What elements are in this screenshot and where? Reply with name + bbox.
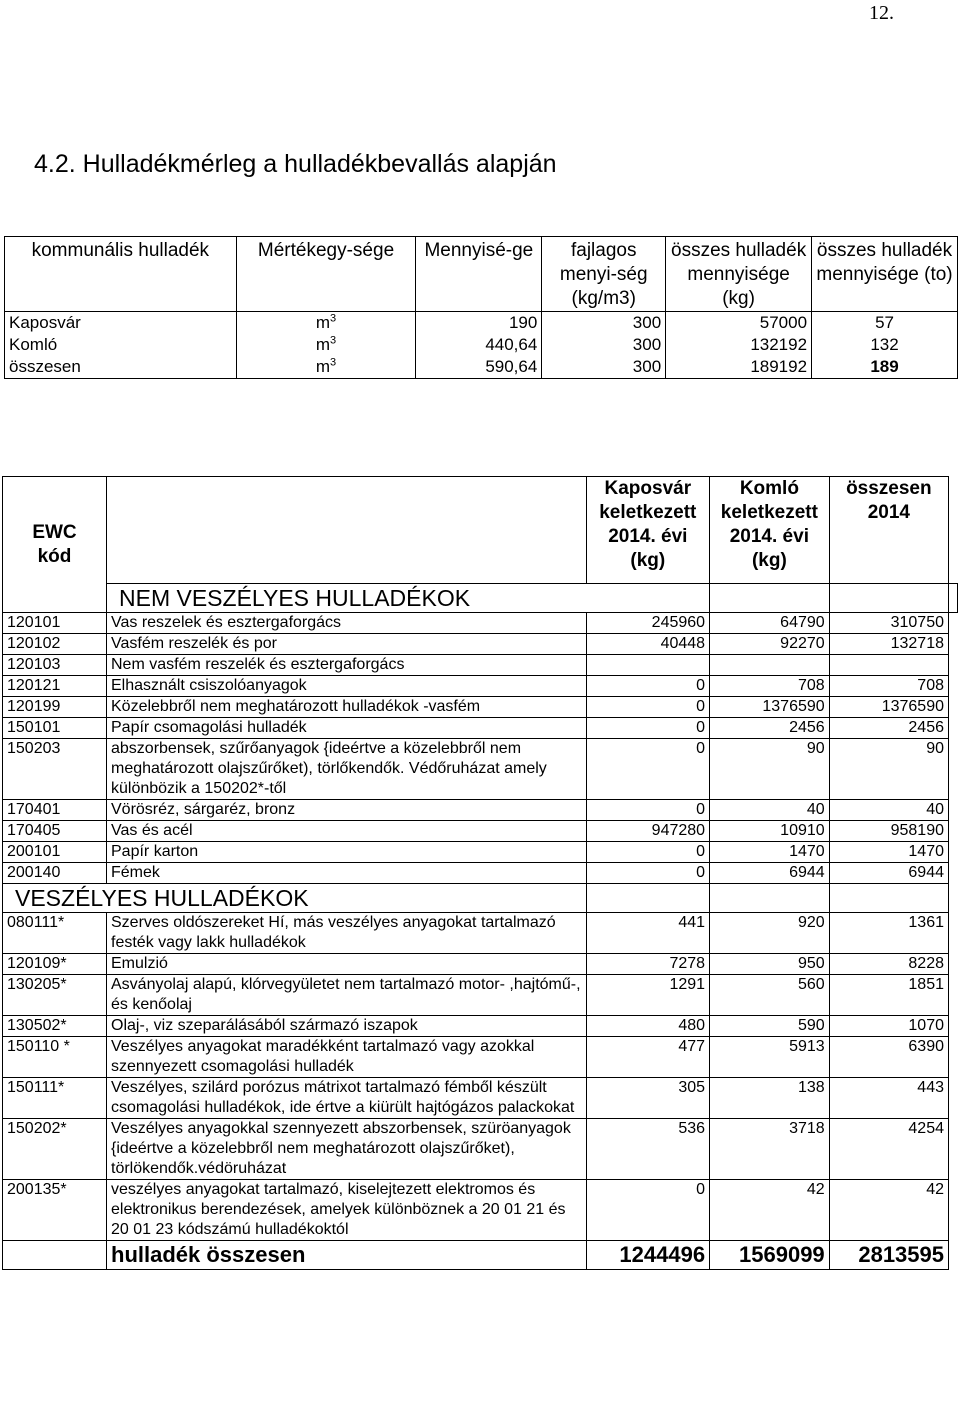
value-total: 8228 bbox=[829, 954, 948, 975]
waste-name: abszorbensek, szűrőanyagok {ideértve a közelebbről nem meghatározott olajszűrőket), törlőkendők. Védőruházat amely különbözik a 150202*-től bbox=[107, 739, 587, 800]
value-kaposvar: 40448 bbox=[586, 634, 710, 655]
waste-row bbox=[3, 863, 958, 884]
waste-row bbox=[3, 634, 958, 655]
waste-name: Veszélyes, szilárd porózus mátrixot tartalmazó fémből készült csomagolási hulladékok, ide értve a kiürült hajtógázos palackokat bbox=[107, 1078, 587, 1119]
value-komlo: 10910 bbox=[710, 821, 830, 842]
value-kaposvar: 7278 bbox=[586, 954, 710, 975]
section-title: VESZÉLYES HULLADÉKOK bbox=[3, 884, 587, 913]
ewc-code: 120103 bbox=[3, 655, 107, 676]
value-total: 310750 bbox=[829, 613, 948, 634]
value-kaposvar: 947280 bbox=[586, 821, 710, 842]
section-title: NEM VESZÉLYES HULLADÉKOK bbox=[107, 584, 710, 613]
total-total: 2813595 bbox=[829, 1241, 948, 1270]
waste-name: Szerves oldószereket Hí, más veszélyes anyagokat tartalmazó festék vagy lakk hulladékok bbox=[107, 913, 587, 954]
ewc-code: 120121 bbox=[3, 676, 107, 697]
value-kaposvar: 536 bbox=[586, 1119, 710, 1180]
value-kaposvar: 0 bbox=[586, 800, 710, 821]
table1-row bbox=[5, 334, 958, 356]
section-hazardous-row bbox=[3, 884, 958, 913]
waste-name: Vas és acél bbox=[107, 821, 587, 842]
total-label: hulladék összesen bbox=[107, 1241, 587, 1270]
table1-header-cell: kommunális hulladék bbox=[5, 237, 237, 312]
empty-cell bbox=[3, 1241, 107, 1270]
waste-row bbox=[3, 913, 958, 954]
table1-header-cell: Mértékegy-sége bbox=[236, 237, 416, 312]
value-komlo: 920 bbox=[710, 913, 830, 954]
value-kaposvar: 0 bbox=[586, 697, 710, 718]
section-nonhazardous-row bbox=[3, 584, 958, 613]
table1-unit-cell bbox=[236, 312, 416, 335]
total-komlo: 1569099 bbox=[710, 1241, 830, 1270]
waste-name: Veszélyes anyagokat maradékként tartalmazó vagy azokkal szennyezett csomagolási hulladék bbox=[107, 1037, 587, 1078]
ewc-code: 170405 bbox=[3, 821, 107, 842]
waste-row bbox=[3, 842, 958, 863]
table1-qty-cell: 440,64 bbox=[416, 334, 542, 356]
table1-header-row bbox=[5, 237, 958, 312]
table1-to-cell: 57 bbox=[812, 312, 958, 335]
waste-row bbox=[3, 676, 958, 697]
waste-name: Közelebbről nem meghatározott hulladékok -vasfém bbox=[107, 697, 587, 718]
value-komlo: 90 bbox=[710, 739, 830, 800]
waste-row bbox=[3, 739, 958, 800]
value-total: 40 bbox=[829, 800, 948, 821]
table1-row bbox=[5, 312, 958, 335]
ewc-code: 130502* bbox=[3, 1016, 107, 1037]
waste-row bbox=[3, 975, 958, 1016]
value-kaposvar: 480 bbox=[586, 1016, 710, 1037]
waste-name: Veszélyes anyagokkal szennyezett abszorbensek, szüröanyagok {ideértve a közelebbről nem meghatározott olajszűrőket), törlökendők.védöruházat bbox=[107, 1119, 587, 1180]
table1-qty-cell: 590,64 bbox=[416, 356, 542, 379]
waste-row bbox=[3, 1180, 958, 1241]
waste-row bbox=[3, 821, 958, 842]
waste-name: Papír csomagolási hulladék bbox=[107, 718, 587, 739]
grand-total-row bbox=[3, 1241, 958, 1270]
value-total: 1376590 bbox=[829, 697, 948, 718]
ewc-code: 170401 bbox=[3, 800, 107, 821]
value-total: 2456 bbox=[829, 718, 948, 739]
value-total: 42 bbox=[829, 1180, 948, 1241]
waste-name: Fémek bbox=[107, 863, 587, 884]
waste-name: Nem vasfém reszelék és esztergaforgács bbox=[107, 655, 587, 676]
waste-row bbox=[3, 1016, 958, 1037]
value-komlo: 560 bbox=[710, 975, 830, 1016]
table1-name-cell: Komló bbox=[5, 334, 237, 356]
value-total: 1851 bbox=[829, 975, 948, 1016]
ewc-code: 200101 bbox=[3, 842, 107, 863]
value-kaposvar: 305 bbox=[586, 1078, 710, 1119]
empty-cell bbox=[829, 884, 948, 913]
table1-header-cell: Mennyisé-ge bbox=[416, 237, 542, 312]
table1-kg-cell: 189192 bbox=[666, 356, 812, 379]
waste-balance-table bbox=[2, 476, 958, 1270]
ewc-code: 120199 bbox=[3, 697, 107, 718]
table2-header-row bbox=[3, 477, 958, 584]
table1-to-cell: 189 bbox=[812, 356, 958, 379]
waste-row bbox=[3, 655, 958, 676]
unit-base: m bbox=[315, 313, 331, 332]
table1-name-cell: Kaposvár bbox=[5, 312, 237, 335]
value-komlo: 5913 bbox=[710, 1037, 830, 1078]
unit-base: m bbox=[315, 335, 331, 354]
municipal-waste-table bbox=[4, 236, 958, 379]
waste-name: Vasfém reszelék és por bbox=[107, 634, 587, 655]
ewc-code: 120109* bbox=[3, 954, 107, 975]
total-kaposvar: 1244496 bbox=[586, 1241, 710, 1270]
table1-kg-cell: 132192 bbox=[666, 334, 812, 356]
unit-exponent: 3 bbox=[330, 356, 337, 369]
ewc-code: 150110 * bbox=[3, 1037, 107, 1078]
value-komlo: 138 bbox=[710, 1078, 830, 1119]
unit-exponent: 3 bbox=[330, 312, 337, 325]
value-kaposvar: 1291 bbox=[586, 975, 710, 1016]
value-total: 1361 bbox=[829, 913, 948, 954]
waste-row bbox=[3, 697, 958, 718]
ewc-code: 130205* bbox=[3, 975, 107, 1016]
value-komlo: 1470 bbox=[710, 842, 830, 863]
ewc-code: 150203 bbox=[3, 739, 107, 800]
header-komlo: Komló keletkezett 2014. évi (kg) bbox=[710, 477, 830, 584]
ewc-code: 150101 bbox=[3, 718, 107, 739]
empty-cell bbox=[949, 584, 958, 613]
value-komlo: 1376590 bbox=[710, 697, 830, 718]
value-total: 4254 bbox=[829, 1119, 948, 1180]
waste-name: Vas reszelek és esztergaforgács bbox=[107, 613, 587, 634]
value-total: 6390 bbox=[829, 1037, 948, 1078]
value-kaposvar: 245960 bbox=[586, 613, 710, 634]
waste-name: Vörösréz, sárgaréz, bronz bbox=[107, 800, 587, 821]
unit-exponent: 3 bbox=[330, 334, 337, 347]
value-komlo: 2456 bbox=[710, 718, 830, 739]
page-number: 12. bbox=[869, 2, 894, 24]
waste-row bbox=[3, 954, 958, 975]
table1-spec-cell: 300 bbox=[542, 312, 666, 335]
table1-header-cell: összes hulladék mennyisége (to) bbox=[812, 237, 958, 312]
value-komlo: 708 bbox=[710, 676, 830, 697]
empty-cell bbox=[710, 584, 830, 613]
value-kaposvar: 441 bbox=[586, 913, 710, 954]
table1-header-cell: összes hulladék mennyisége (kg) bbox=[666, 237, 812, 312]
value-total: 132718 bbox=[829, 634, 948, 655]
ewc-code: 150111* bbox=[3, 1078, 107, 1119]
table1-spec-cell: 300 bbox=[542, 334, 666, 356]
header-blank bbox=[107, 477, 587, 584]
value-komlo: 590 bbox=[710, 1016, 830, 1037]
value-total: 958190 bbox=[829, 821, 948, 842]
unit-base: m bbox=[315, 357, 331, 376]
value-total: 90 bbox=[829, 739, 948, 800]
value-kaposvar: 0 bbox=[586, 676, 710, 697]
waste-row bbox=[3, 1078, 958, 1119]
table1-total-row bbox=[5, 356, 958, 379]
table1-spec-cell: 300 bbox=[542, 356, 666, 379]
value-komlo: 42 bbox=[710, 1180, 830, 1241]
waste-name: veszélyes anyagokat tartalmazó, kiselejtezett elektromos és elektronikus berendezések, amelyek különböznek a 20 01 21 és 20 01 23 kódszámú hulladékoktól bbox=[107, 1180, 587, 1241]
waste-name: Emulzió bbox=[107, 954, 587, 975]
waste-name: Elhasznált csiszolóanyagok bbox=[107, 676, 587, 697]
value-kaposvar: 0 bbox=[586, 1180, 710, 1241]
value-kaposvar: 0 bbox=[586, 718, 710, 739]
ewc-code-header: EWC kód bbox=[3, 477, 107, 613]
header-total: összesen 2014 bbox=[829, 477, 948, 584]
table1-name-cell: összesen bbox=[5, 356, 237, 379]
value-total: 1470 bbox=[829, 842, 948, 863]
value-total: 6944 bbox=[829, 863, 948, 884]
waste-name: Olaj-, viz szeparálásából származó iszapok bbox=[107, 1016, 587, 1037]
table1-header-cell: fajlagos menyi-ség (kg/m3) bbox=[542, 237, 666, 312]
value-total bbox=[829, 655, 948, 676]
table1-qty-cell: 190 bbox=[416, 312, 542, 335]
ewc-code: 120102 bbox=[3, 634, 107, 655]
value-komlo: 64790 bbox=[710, 613, 830, 634]
ewc-code: 200140 bbox=[3, 863, 107, 884]
value-komlo: 92270 bbox=[710, 634, 830, 655]
value-kaposvar bbox=[586, 655, 710, 676]
table1-unit-cell bbox=[236, 334, 416, 356]
waste-row bbox=[3, 1119, 958, 1180]
ewc-code: 150202* bbox=[3, 1119, 107, 1180]
header-kaposvar: Kaposvár keletkezett 2014. évi (kg) bbox=[586, 477, 710, 584]
waste-row bbox=[3, 800, 958, 821]
waste-name: Papír karton bbox=[107, 842, 587, 863]
waste-row bbox=[3, 718, 958, 739]
empty-cell bbox=[829, 584, 948, 613]
value-total: 708 bbox=[829, 676, 948, 697]
empty-cell bbox=[710, 884, 830, 913]
ewc-code: 080111* bbox=[3, 913, 107, 954]
value-total: 1070 bbox=[829, 1016, 948, 1037]
ewc-code: 120101 bbox=[3, 613, 107, 634]
value-total: 443 bbox=[829, 1078, 948, 1119]
waste-row bbox=[3, 613, 958, 634]
value-kaposvar: 0 bbox=[586, 739, 710, 800]
value-komlo: 3718 bbox=[710, 1119, 830, 1180]
table1-kg-cell: 57000 bbox=[666, 312, 812, 335]
value-komlo: 950 bbox=[710, 954, 830, 975]
waste-row bbox=[3, 1037, 958, 1078]
ewc-code: 200135* bbox=[3, 1180, 107, 1241]
value-komlo: 40 bbox=[710, 800, 830, 821]
empty-cell bbox=[586, 884, 710, 913]
value-komlo bbox=[710, 655, 830, 676]
value-kaposvar: 0 bbox=[586, 863, 710, 884]
table1-unit-cell bbox=[236, 356, 416, 379]
table1-to-cell: 132 bbox=[812, 334, 958, 356]
value-komlo: 6944 bbox=[710, 863, 830, 884]
section-heading: 4.2. Hulladékmérleg a hulladékbevallás alapján bbox=[34, 150, 557, 178]
value-kaposvar: 0 bbox=[586, 842, 710, 863]
value-kaposvar: 477 bbox=[586, 1037, 710, 1078]
waste-name: Asványolaj alapú, klórvegyületet nem tartalmazó motor- ,hajtómű-, és kenőolaj bbox=[107, 975, 587, 1016]
